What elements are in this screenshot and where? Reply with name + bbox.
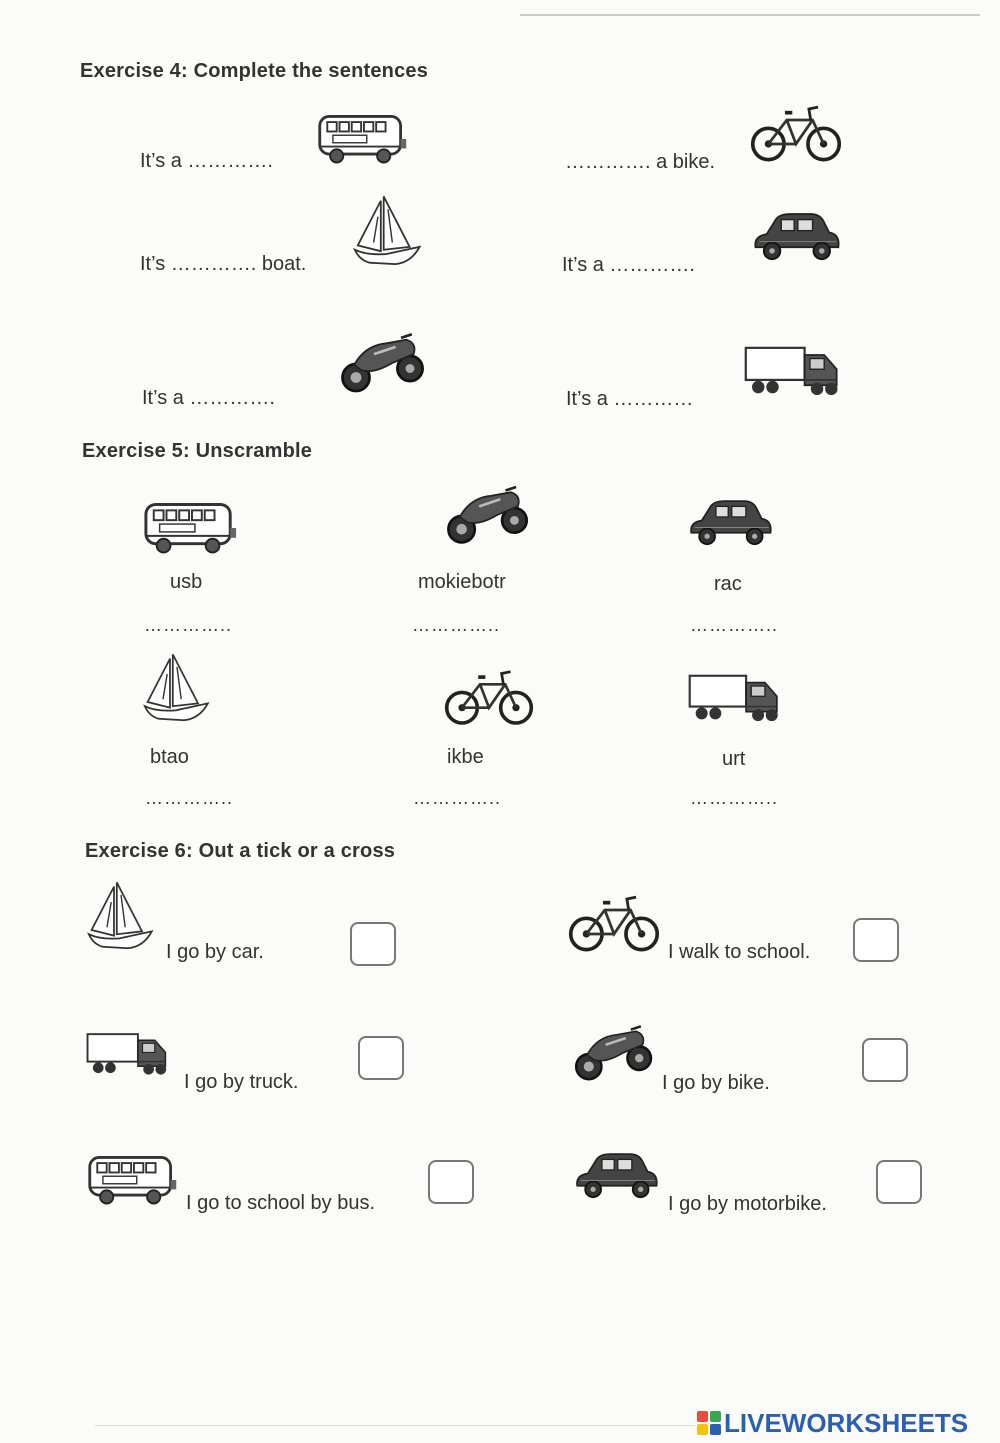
ex4-sentence-1: It’s a …………. bbox=[140, 150, 273, 172]
truck-icon bbox=[86, 1026, 170, 1082]
answer-blank-1[interactable]: ………….. bbox=[144, 615, 233, 635]
scrambled-word-6: urt bbox=[722, 748, 746, 770]
answer-blank-3[interactable]: ………….. bbox=[690, 615, 779, 635]
car-icon bbox=[572, 1146, 660, 1208]
brand-grid-icon bbox=[697, 1411, 721, 1435]
bicycle-icon bbox=[750, 96, 842, 168]
sailboat-icon bbox=[86, 876, 156, 956]
exercise-6-heading: Exercise 6: Out a tick or a cross bbox=[85, 840, 396, 862]
sailboat-icon bbox=[352, 188, 424, 274]
scan-edge-line bbox=[95, 1425, 695, 1426]
school-bus-icon bbox=[142, 498, 240, 558]
scrambled-word-4: btao bbox=[150, 746, 189, 768]
checkbox-2[interactable] bbox=[853, 918, 899, 962]
answer-blank-5[interactable]: ………….. bbox=[413, 788, 502, 808]
school-bus-icon bbox=[86, 1150, 180, 1210]
scan-edge-line bbox=[520, 14, 980, 16]
ex4-sentence-3: It’s …………. boat. bbox=[140, 253, 307, 275]
checkbox-5[interactable] bbox=[428, 1160, 474, 1204]
ex6-sentence-6: I go by motorbike. bbox=[668, 1193, 827, 1215]
answer-blank-2[interactable]: ………….. bbox=[412, 615, 501, 635]
brand-text: LIVEWORKSHEETS bbox=[724, 1407, 969, 1438]
car-icon bbox=[686, 494, 774, 554]
school-bus-icon bbox=[316, 108, 410, 170]
bicycle-icon bbox=[568, 886, 660, 958]
ex4-sentence-4: It’s a …………. bbox=[562, 254, 695, 276]
motorbike-icon bbox=[444, 480, 532, 552]
motorbike-icon bbox=[338, 326, 428, 402]
scrambled-word-2: mokiebotr bbox=[418, 571, 506, 593]
checkbox-4[interactable] bbox=[862, 1038, 908, 1082]
sailboat-icon bbox=[142, 650, 212, 726]
ex4-sentence-5: It’s a …………. bbox=[142, 387, 275, 409]
truck-icon bbox=[688, 668, 782, 728]
car-icon bbox=[750, 206, 842, 270]
exercise-4-heading: Exercise 4: Complete the sentences bbox=[80, 60, 429, 82]
ex6-sentence-2: I walk to school. bbox=[668, 941, 811, 963]
ex6-sentence-5: I go to school by bus. bbox=[186, 1192, 376, 1214]
scrambled-word-1: usb bbox=[170, 571, 203, 593]
ex4-sentence-6: It’s a ………… bbox=[566, 388, 694, 410]
scrambled-word-3: rac bbox=[714, 573, 742, 595]
exercise-5-heading: Exercise 5: Unscramble bbox=[82, 440, 313, 462]
ex6-sentence-4: I go by bike. bbox=[662, 1072, 770, 1094]
ex6-sentence-3: I go by truck. bbox=[184, 1071, 299, 1093]
motorbike-icon bbox=[572, 1020, 656, 1088]
scrambled-word-5: ikbe bbox=[447, 746, 484, 768]
checkbox-3[interactable] bbox=[358, 1036, 404, 1080]
liveworksheets-logo bbox=[697, 1408, 997, 1438]
bicycle-icon bbox=[444, 662, 534, 730]
answer-blank-4[interactable]: ………….. bbox=[145, 788, 234, 808]
checkbox-6[interactable] bbox=[876, 1160, 922, 1204]
truck-icon bbox=[744, 340, 842, 402]
answer-blank-6[interactable]: ………….. bbox=[690, 788, 779, 808]
ex4-sentence-2: …………. a bike. bbox=[565, 151, 716, 173]
ex6-sentence-1: I go by car. bbox=[166, 941, 264, 963]
checkbox-1[interactable] bbox=[350, 922, 396, 966]
